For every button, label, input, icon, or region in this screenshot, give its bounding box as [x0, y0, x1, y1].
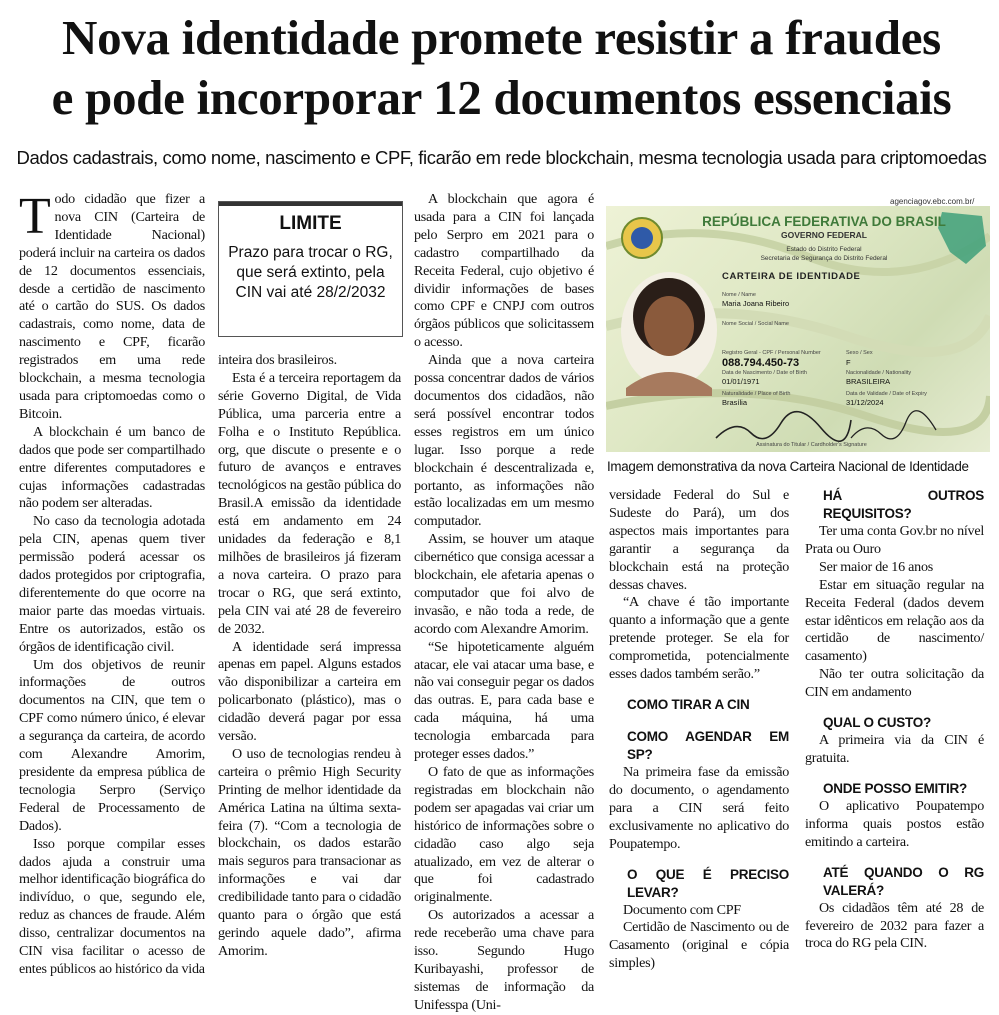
box-top-rule [219, 202, 402, 206]
paragraph: O aplicativo Poupatempo informa quais postos estão emitindo a carteira. [805, 797, 984, 850]
paragraph: Um dos objetivos de reunir informações de outros documentos na CIN, que tem o CPF como número único, é elevar a segurança da carteira, de acordo com Alexandre Amorim, presidente da empresa pública de tecnologia Serpro (Serviço Federal de Processamento de Dados). [19, 656, 205, 834]
subheadline: Dados cadastrais, como nome, nascimento e CPF, ficarão em rede blockchain, mesma tecnologia usada para criptomoedas [16, 147, 987, 168]
card-sex-value: F [846, 358, 851, 367]
paragraph: A blockchain que agora é usada para a CIN foi lançada pelo Serpro em 2021 para o cadastro compartilhado da Receita Federal, cujo objetivo é dividir informações de bases como CPF e CNPJ com outros órgãos públicos que solicitassem o acesso. [414, 191, 594, 351]
section-heading: COMO AGENDAR EM SP? [627, 728, 789, 762]
box-body: Prazo para trocar o RG, que será extinto, pela CIN vai até 28/2/2032 [228, 244, 393, 301]
card-nat-label: Nacionalidade / Nationality [846, 370, 912, 376]
paragraph-lead [19, 188, 205, 424]
photo-credit: agenciagov.ebc.com.br/ [890, 197, 975, 206]
paragraph: O uso de tecnologias rendeu à carteira o prêmio High Security Printing de melhor identidade da América Latina na última sexta-feira (7). “Com a tecnologia de blockchain, os dados estarão mais seguros para transacionar as informações e vai dar credibilidade tanto para o cidadão quanto para o órgão que está gerindo aquele dado”, afirma Amorim. [218, 745, 401, 959]
card-cpf-value: 088.794.450-73 [722, 357, 800, 369]
limite-box [218, 201, 403, 337]
card-secretariat: Secretaria de Segurança do Distrito Federal [760, 255, 888, 262]
paragraph: A primeira via da CIN é gratuita. [805, 732, 984, 766]
paragraph: A identidade será impressa apenas em papel. Alguns estados vão disponibilizar a carteira em policarbonato (plástico), mas o cidadão deverá pagar por essa versão. [218, 638, 401, 745]
card-nat-value: BRASILEIRA [846, 377, 891, 386]
section-heading: ONDE POSSO EMITIR? [823, 780, 968, 796]
card-doc-title: CARTEIRA DE IDENTIDADE [722, 271, 861, 282]
paragraph: inteira dos brasileiros. [218, 352, 337, 368]
headline [14, 8, 989, 128]
card-sex-label: Sexo / Sex [846, 350, 873, 356]
paragraph: Os autorizados a acessar a rede receberão uma chave para isso. Segundo Hugo Kuribayashi, professor de sistemas de informação da Unifesspa (Uni- [414, 907, 594, 1013]
column-5 [805, 487, 984, 953]
paragraph: Ter uma conta Gov.br no nível Prata ou Ouro [805, 523, 984, 557]
id-card-image [606, 206, 990, 452]
card-birth-value: 01/01/1971 [722, 377, 760, 386]
photo-caption: Imagem demonstrativa da nova Carteira Nacional de Identidade [607, 459, 969, 474]
card-government: GOVERNO FEDERAL [781, 230, 867, 240]
paragraph: Não ter outra solicitação da CIN em andamento [805, 666, 984, 701]
section-heading: COMO TIRAR A CIN [627, 696, 750, 712]
paragraph: Isso porque compilar esses dados ajuda a construir uma melhor identificação biográfica do indivíduo, o que, segundo ele, reduz as chances de fraude. Além disso, centralizar documentos na CIN visa facilitar o acesso de entes públicos ao histórico da vida [19, 835, 205, 977]
card-name-value: Maria Joana Ribeiro [722, 299, 790, 308]
section-heading: O QUE É PRECISO LEVAR? [627, 866, 789, 900]
drop-cap: T [19, 188, 51, 245]
paragraph: Na primeira fase da emissão do documento, o agendamento para a CIN será feito exclusivamente no aplicativo do Poupatempo. [609, 763, 789, 852]
column-1 [19, 188, 205, 979]
paragraph: “A chave é tão importante quanto a informação que a gente pretende proteger. Se ela for comprometida, potencialmente esses dados também serão.” [609, 594, 789, 683]
paragraph: “Se hipoteticamente alguém atacar, ele vai atacar uma base, e não vai conseguir pegar os dados das outras. E, para cada base e cada máquina, há uma tecnologia embarcada para proteger esses dados.” [414, 638, 594, 763]
card-state: Estado do Distrito Federal [786, 246, 862, 253]
column-2 [218, 352, 401, 961]
paragraph: Ainda que a nova carteira possa concentrar dados de vários documentos dos cidadãos, não será possível encontrar todos esses registros em um único lugar. Isso porque a rede blockchain é descentralizada e, portanto, as informações não estão localizadas em um mesmo computador. [414, 352, 594, 530]
card-cpf-label: Registro Geral - CPF / Personal Number [722, 350, 821, 356]
column-4 [609, 487, 789, 973]
paragraph: Esta é a terceira reportagem da série Governo Digital, de Vida Pública, uma parceria entre a Folha e o Instituto República. org, que discute o presente e o futuro de avanços e entraves tecnológicos na gestão pública do Brasil.A emissão da identidade está em andamento em 24 unidades da federação e 8,1 milhões de brasileiros já fizeram a nova carteira. O prazo para trocar o RG, que será extinto, pela CIN vai até 28 de fevereiro de 2032. [218, 369, 401, 637]
card-expiry-label: Data de Validade / Date of Expiry [846, 391, 927, 397]
paragraph: A blockchain é um banco de dados que pode ser compartilhado entre diferentes computadores e cujas informações cadastradas não podem ser alteradas. [19, 423, 205, 512]
card-social-label: Nome Social / Social Name [722, 321, 789, 327]
id-card-graphics [606, 206, 990, 452]
card-name-label: Nome / Name [722, 292, 756, 298]
paragraph: O fato de que as informações registradas em blockchain não podem ser apagadas vai criar um histórico de informações sobre o cidadão caso algo seja atualizado, em vez de alterar o que foi cadastrado originalmente. [414, 764, 594, 906]
paragraph-lead-text: odo cidadão que fizer a nova CIN (Carteira de Identidade Nacional) poderá incluir na carteira os dados de 12 documentos essenciais, desde a certidão de nascimento até o cartão do SUS. Os dados cadastrais, como nome, data de nascimento e CPF, ficarão registrados em uma rede blockchain, a mesma tecnologia usada para criptomoedas como o Bitcoin. [19, 191, 205, 422]
paragraph: No caso da tecnologia adotada pela CIN, apenas quem tiver permissão poderá acessar os dados protegidos por criptografia, diferentemente do que ocorre na maior parte das moedas virtuais. Entre os autorizados, estão os órgãos de identificação civil. [19, 513, 205, 655]
box-title: LIMITE [279, 213, 342, 234]
card-country: REPÚBLICA FEDERATIVA DO BRASIL [702, 214, 946, 229]
section-heading: QUAL O CUSTO? [823, 715, 932, 731]
headline-line-2: e pode incorporar 12 documentos essenciais [51, 70, 952, 125]
paragraph: Assim, se houver um ataque cibernético que consiga acessar a blockchain, ele afetaria apenas o computador que foi alvo de invasão, e não toda a rede, de acordo com Alexandre Amorim. [414, 531, 594, 637]
paragraph: Documento com CPF [623, 901, 741, 918]
paragraph: Estar em situação regular na Receita Federal (dados devem estar idênticos em relação aos da certidão de nascimento/ casamento) [805, 576, 984, 665]
paragraph: Ser maior de 16 anos [819, 558, 933, 575]
section-heading: HÁ OUTROS REQUISITOS? [823, 488, 984, 521]
paragraph: Os cidadãos têm até 28 de fevereiro de 2032 para fazer a troca do RG pela CIN. [805, 899, 984, 952]
card-place-label: Naturalidade / Place of Birth [722, 391, 791, 397]
section-heading: ATÉ QUANDO O RG VALERÁ? [823, 864, 984, 898]
column-3 [414, 191, 594, 1015]
card-place-value: Brasília [722, 398, 748, 407]
paragraph: versidade Federal do Sul e Sudeste do Pará), um dos aspectos mais importantes para garantir a segurança da blockchain está na proteção dessas chaves. [609, 487, 789, 593]
headline-line-1: Nova identidade promete resistir a fraudes [62, 10, 941, 65]
card-birth-label: Data de Nascimento / Date of Birth [722, 370, 807, 376]
card-signature-label: Assinatura do Titular / Cardholder's Signature [756, 442, 867, 448]
paragraph: Certidão de Nascimento ou de Casamento (original e cópia simples) [609, 919, 789, 972]
card-expiry-value: 31/12/2024 [846, 398, 884, 407]
